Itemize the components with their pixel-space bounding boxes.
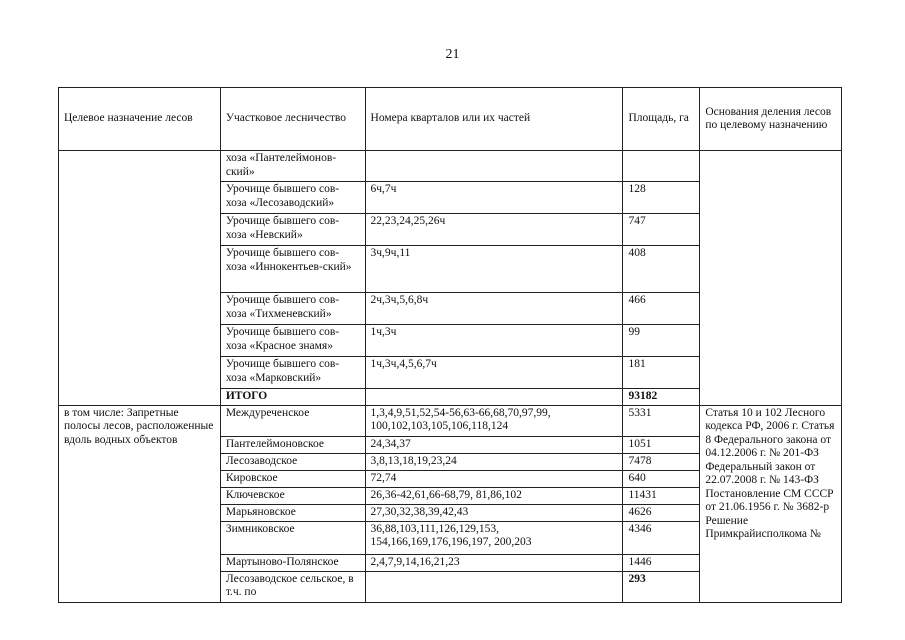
quarters-cell: 1,3,4,9,51,52,54-56,63-66,68,70,97,99, 100,102,103,105,106,118,124 xyxy=(365,405,623,436)
section-basis: Статья 10 и 102 Лесного кодекса РФ, 2006 г. Статья 8 Федерального закона от 04.12.2006 г. № 201-ФЗ Федеральный закон от 22.07.2008 г. № 143-ФЗ Постановление СМ СССР от 21.06.1956 г. № 3682-р Решение Примкрайисполкома № xyxy=(700,405,842,602)
quarters-cell: 36,88,103,111,126,129,153, 154,166,169,176,196,197, 200,203 xyxy=(365,521,623,554)
total-label: ИТОГО xyxy=(220,389,365,406)
area-cell: 1446 xyxy=(623,554,700,571)
area-cell: 181 xyxy=(623,357,700,389)
header-forestry: Участковое лесничество xyxy=(220,88,365,151)
area-cell: 640 xyxy=(623,470,700,487)
area-cell xyxy=(623,151,700,182)
area-cell: 5331 xyxy=(623,405,700,436)
quarters-cell: 72,74 xyxy=(365,470,623,487)
quarters-cell: 24,34,37 xyxy=(365,436,623,453)
area-cell: 466 xyxy=(623,293,700,325)
quarters-cell xyxy=(365,151,623,182)
quarters-cell: 22,23,24,25,26ч xyxy=(365,214,623,246)
forestry-cell: Лесозаводское сельское, в т.ч. по xyxy=(220,571,365,602)
forestry-cell: Урочище бывшего сов-хоза «Невский» xyxy=(220,214,365,246)
forestry-cell: Кировское xyxy=(220,470,365,487)
table-header-row xyxy=(59,88,842,151)
area-cell: 7478 xyxy=(623,453,700,470)
total-area: 93182 xyxy=(623,389,700,406)
header-quarters: Номера кварталов или их частей xyxy=(365,88,623,151)
forest-purpose-table xyxy=(58,87,842,603)
header-area: Площадь, га xyxy=(623,88,700,151)
quarters-cell: 1ч,3ч xyxy=(365,325,623,357)
quarters-cell: 26,36-42,61,66-68,79, 81,86,102 xyxy=(365,487,623,504)
area-cell: 1051 xyxy=(623,436,700,453)
area-cell: 128 xyxy=(623,182,700,214)
page-number: 21 xyxy=(445,47,460,62)
purpose-cell-empty xyxy=(59,151,221,406)
forestry-cell: Урочище бывшего сов-хоза «Красное знамя» xyxy=(220,325,365,357)
forestry-cell: Лесозаводское xyxy=(220,453,365,470)
quarters-cell xyxy=(365,389,623,406)
table-row xyxy=(59,405,842,436)
basis-cell-empty xyxy=(700,151,842,406)
forestry-cell: Пантелеймоновское xyxy=(220,436,365,453)
quarters-cell: 1ч,3ч,4,5,6,7ч xyxy=(365,357,623,389)
forestry-cell: Урочище бывшего сов-хоза «Тихменевский» xyxy=(220,293,365,325)
quarters-cell xyxy=(365,571,623,602)
area-cell: 293 xyxy=(623,571,700,602)
quarters-cell: 2,4,7,9,14,16,21,23 xyxy=(365,554,623,571)
forestry-cell: Марьяновское xyxy=(220,504,365,521)
header-purpose: Целевое назначение лесов xyxy=(59,88,221,151)
area-cell: 4346 xyxy=(623,521,700,554)
forestry-cell: Зимниковское xyxy=(220,521,365,554)
quarters-cell: 27,30,32,38,39,42,43 xyxy=(365,504,623,521)
forestry-cell: хоза «Пантелеймонов-ский» xyxy=(220,151,365,182)
quarters-cell: 2ч,3ч,5,6,8ч xyxy=(365,293,623,325)
area-cell: 99 xyxy=(623,325,700,357)
area-cell: 11431 xyxy=(623,487,700,504)
forestry-cell: Ключевское xyxy=(220,487,365,504)
area-cell: 408 xyxy=(623,246,700,293)
quarters-cell: 3,8,13,18,19,23,24 xyxy=(365,453,623,470)
table-row xyxy=(59,151,842,182)
section-purpose: в том числе: Запретные полосы лесов, расположенные вдоль водных объектов xyxy=(59,405,221,602)
quarters-cell: 3ч,9ч,11 xyxy=(365,246,623,293)
forestry-cell: Мартыново-Полянское xyxy=(220,554,365,571)
header-basis: Основания деления лесов по целевому назначению xyxy=(700,88,842,151)
forestry-cell: Урочище бывшего сов-хоза «Марковский» xyxy=(220,357,365,389)
forestry-cell: Междуреченское xyxy=(220,405,365,436)
forestry-cell: Урочище бывшего сов-хоза «Иннокентьев-ский» xyxy=(220,246,365,293)
area-cell: 4626 xyxy=(623,504,700,521)
forestry-cell: Урочище бывшего сов-хоза «Лесозаводский» xyxy=(220,182,365,214)
area-cell: 747 xyxy=(623,214,700,246)
quarters-cell: 6ч,7ч xyxy=(365,182,623,214)
